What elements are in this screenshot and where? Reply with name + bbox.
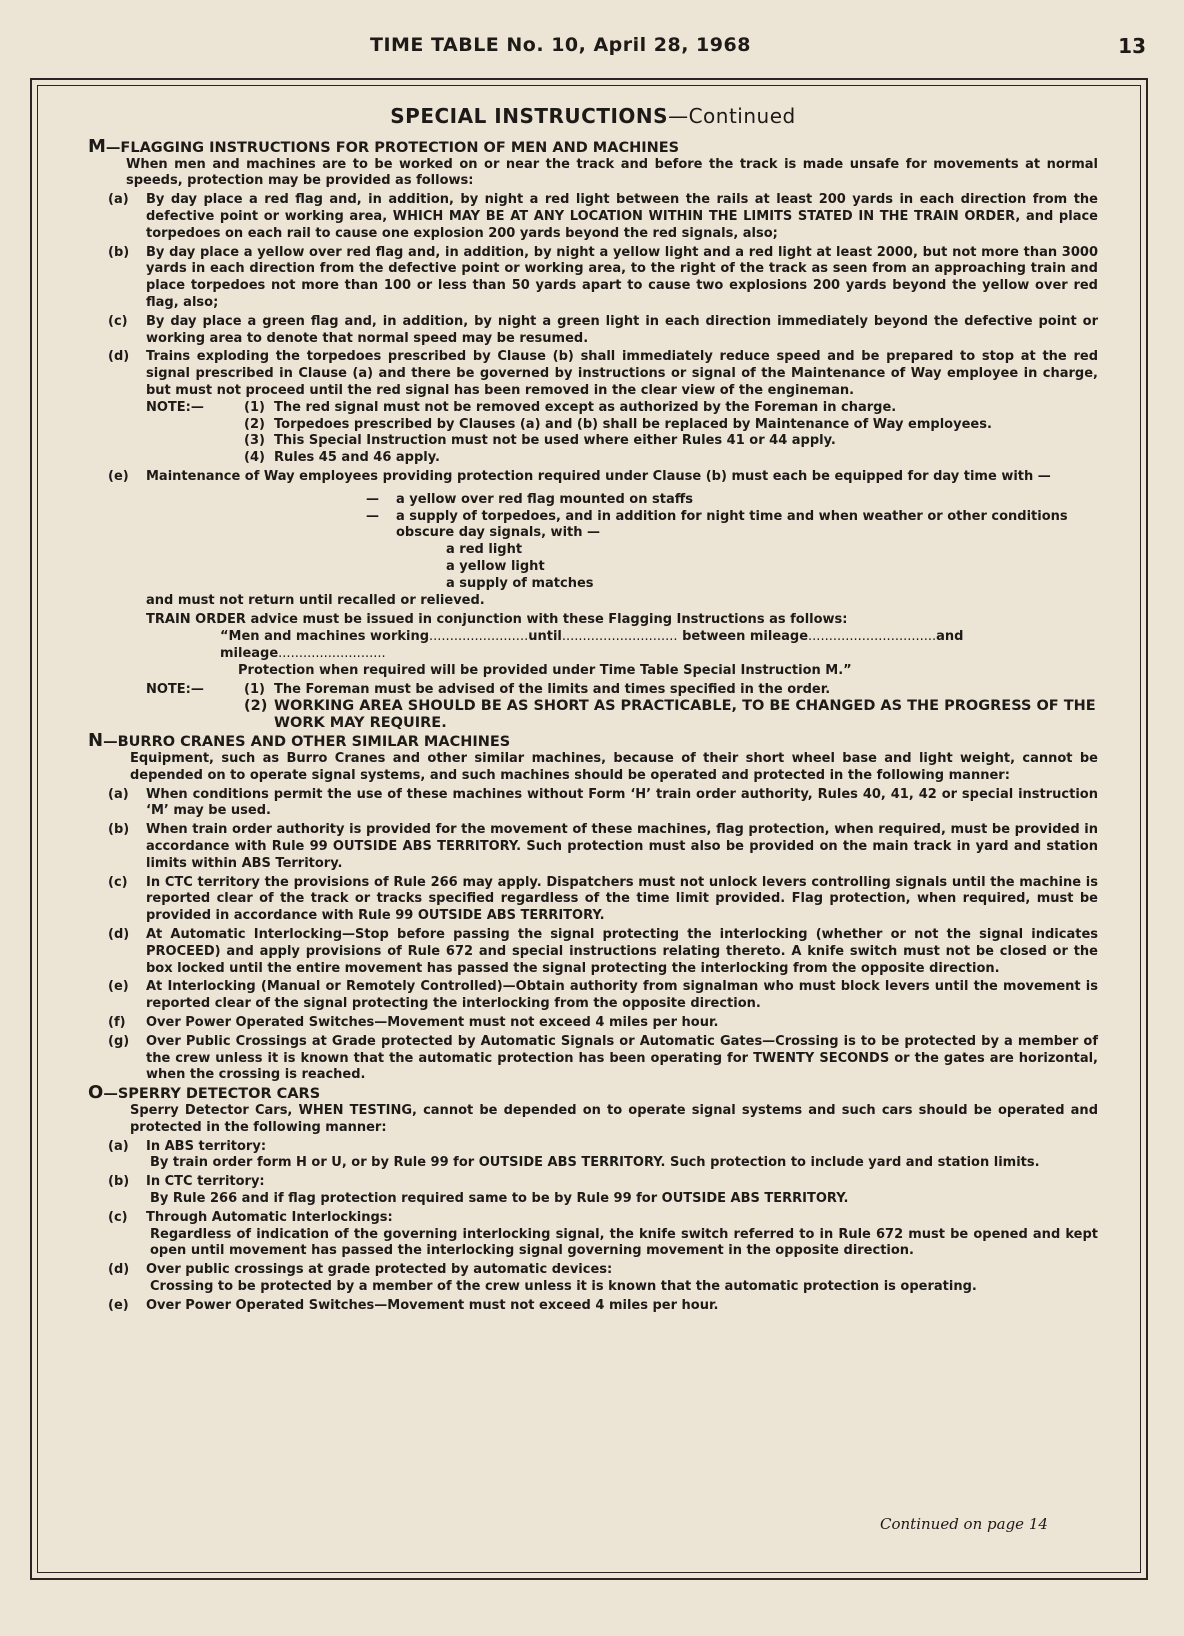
clause-m-c (88, 314, 1098, 348)
note-text: Rules 45 and 46 apply. (274, 450, 440, 466)
clause-o-b: (b) In CTC territory: By Rule 266 and if flag protection required same to be by Rule 99 for OUTSIDE ABS TERRITORY. (108, 1174, 849, 1207)
note-text: WORKING AREA SHOULD BE AS SHORT AS PRACTICABLE, TO BE CHANGED AS THE PROGRESS OF THE WORK MAY REQUIRE. (274, 698, 1096, 732)
clause-n-b: (b) When train order authority is provided for the movement of these machines, flag protection, when required, must be provided in accordance with Rule 99 OUTSIDE ABS TERRITORY. Such protection must also be provided on the main track in yard and station limits within ABS Territory. (108, 822, 1098, 871)
note-label: NOTE:— (146, 399, 204, 415)
note-num: (2) (244, 416, 265, 432)
section-m-heading (88, 135, 1098, 157)
page-title (88, 104, 1098, 128)
section-m-intro: When men and machines are to be worked on or near the track and before the track is made unsafe for movements at normal speeds, protection may be provided as follows: (126, 156, 1098, 189)
page-header (0, 34, 1184, 64)
clause-text: By day place a red flag and, in addition, by night a red light between the rails at least 200 yards in each direction from the defective point or working area, WHICH MAY BE AT ANY LOCATION WITHIN THE LIMITS STATED IN THE TRAIN ORDER, and place torpedoes on each rail to cause one explosion 200 yards beyond the red signals, also; (146, 192, 1098, 241)
section-letter: M (88, 135, 106, 157)
equipment-sub-item: a supply of matches (446, 575, 594, 591)
clause-text: Trains exploding the torpedoes prescribed by Clause (b) shall immediately reduce speed and be prepared to stop at the red signal prescribed in Clause (a) and there be governed by instructions or signal of the Maintenance of Way employee in charge, but must not proceed until the red signal has been removed in the clear view of the engineman. (146, 349, 1098, 398)
content (88, 104, 1098, 1315)
clause-label: (b) (108, 244, 130, 260)
clause-label: (a) (108, 192, 129, 208)
clause-label: (c) (108, 313, 128, 329)
clause-text: By day place a yellow over red flag and, in addition, by night a yellow light and a red light at least 2000, but not more than 3000 yards in each direction from the defective point or working area, to the right of the track as seen from an approaching train and place torpedoes not more than 100 or less than 50 yards apart to cause two explosions 200 yards beyond the yellow over red flag, also; (146, 244, 1098, 310)
section-heading-text: —FLAGGING INSTRUCTIONS FOR PROTECTION OF MEN AND MACHINES (105, 139, 680, 156)
section-n-intro: Equipment, such as Burro Cranes and other similar machines, because of their short wheel base and light weight, cannot be depended on to operate signal systems, and such machines should be operated and protected in the following manner: (130, 751, 1098, 783)
note-num: (1) (244, 399, 265, 415)
note-block-2 (146, 682, 1098, 733)
clause-o-a: (a) In ABS territory: By train order form H or U, or by Rule 99 for OUTSIDE ABS TERRITORY. Such protection to include yard and station limits. (108, 1138, 1040, 1171)
clause-n-g: (g) Over Public Crossings at Grade protected by Automatic Signals or Automatic Gates—Crossing is to be protected by a member of the crew unless it is known that the automatic protection has been operating for TWENTY SECONDS or the gates are horizontal, when the crossing is reached. (108, 1033, 1098, 1083)
note-label: NOTE:— (146, 681, 204, 697)
clause-n-e: (e) At Interlocking (Manual or Remotely Controlled)—Obtain authority from signalman who must block levers until the movement is reported clear of the signal protecting the interlocking from the opposite direction. (108, 979, 1098, 1012)
train-order-protection: Protection when required will be provided under Time Table Special Instruction M.” (238, 662, 852, 678)
note-text: The Foreman must be advised of the limits and times specified in the order. (274, 681, 831, 697)
section-letter: N (88, 730, 104, 752)
note-num: (2) (244, 698, 268, 715)
clause-label: (e) (108, 468, 129, 484)
equipment-sub-item: a yellow light (446, 558, 545, 574)
timetable-title: TIME TABLE No. 10, April 28, 1968 (370, 34, 751, 56)
clause-m-d (88, 349, 1098, 399)
train-order-intro: TRAIN ORDER advice must be issued in conjunction with these Flagging Instructions as follows: (146, 612, 848, 628)
equipment-item: — a supply of torpedoes, and in addition for night time and when weather or other conditions obscure day signals, with — (366, 508, 1068, 541)
clause-o-e: (e) Over Power Operated Switches—Movement must not exceed 4 miles per hour. (108, 1297, 719, 1313)
section-letter: O (88, 1082, 104, 1104)
section-o-heading (88, 1082, 1098, 1104)
equipment-item: — a yellow over red flag mounted on staffs (366, 491, 693, 507)
train-order-mileage: mileage.......................... (220, 645, 386, 661)
note-text: The red signal must not be removed except as authorized by the Foreman in charge. (274, 399, 897, 415)
clause-text: Maintenance of Way employees providing protection required under Clause (b) must each be equipped for day time with — (146, 468, 1051, 484)
clause-label: (d) (108, 349, 130, 365)
clause-n-d: (d) At Automatic Interlocking—Stop before passing the signal protecting the interlocking (whether or not the signal indicates PROCEED) and apply provisions of Rule 672 and special instructions relating thereto. A knife switch must not be closed or the box locked until the entire movement has passed the signal protecting the interlocking from the opposite direction. (108, 927, 1098, 976)
clause-n-f: (f) Over Power Operated Switches—Movement must not exceed 4 miles per hour. (108, 1015, 719, 1031)
note-num: (3) (244, 433, 265, 449)
clause-o-d: (d) Over public crossings at grade protected by automatic devices: Crossing to be protected by a member of the crew unless it is known that the automatic protection is operating. (108, 1262, 977, 1294)
clause-o-c: (c) Through Automatic Interlockings: Regardless of indication of the governing interlocking signal, the knife switch referred to in Rule 672 must be opened and kept open until movement has passed the interlocking signal governing movement in the opposite direction. (108, 1209, 1098, 1259)
section-n-heading (88, 730, 1098, 752)
train-order-template: “Men and machines working ........................ until ............................ between mileage ............................... and (220, 629, 964, 645)
clause-n-c: (c) In CTC territory the provisions of Rule 266 may apply. Dispatchers must not unlock levers controlling signals until the machine is reported clear of the track or tracks specified regardless of the time limit provided. Flag protection, when required, must be provided in accordance with Rule 99 OUTSIDE ABS TERRITORY. (108, 874, 1098, 924)
clause-m-a (88, 192, 1098, 242)
clause-m-e (88, 469, 1098, 486)
clause-e-closing: and must not return until recalled or relieved. (146, 592, 485, 608)
note-text: This Special Instruction must not be used where either Rules 41 or 44 apply. (274, 433, 836, 449)
note-num: (4) (244, 450, 265, 466)
section-heading-text: —BURRO CRANES AND OTHER SIMILAR MACHINES (103, 734, 511, 751)
clause-text: By day place a green flag and, in addition, by night a green light in each direction immediately beyond the defective point or working area to denote that normal speed may be resumed. (146, 313, 1098, 346)
note-num: (1) (244, 681, 265, 697)
title-suffix: —Continued (668, 104, 796, 128)
equipment-sub-item: a red light (446, 542, 523, 558)
title-bold: SPECIAL INSTRUCTIONS (390, 104, 669, 128)
clause-n-a: (a) When conditions permit the use of these machines without Form ‘H’ train order authority, Rules 40, 41, 42 or special instruction ‘M’ may be used. (108, 786, 1098, 819)
section-heading-text: —SPERRY DETECTOR CARS (103, 1086, 321, 1103)
page-number: 13 (1118, 34, 1146, 58)
continued-note: Continued on page 14 (880, 1515, 1048, 1533)
section-o-intro: Sperry Detector Cars, WHEN TESTING, cannot be depended on to operate signal systems and such cars should be operated and protected in the following manner: (130, 1103, 1098, 1135)
note-block-1 (146, 400, 1098, 467)
note-text: Torpedoes prescribed by Clauses (a) and (b) shall be replaced by Maintenance of Way employees. (274, 416, 992, 432)
clause-m-b (88, 245, 1098, 312)
